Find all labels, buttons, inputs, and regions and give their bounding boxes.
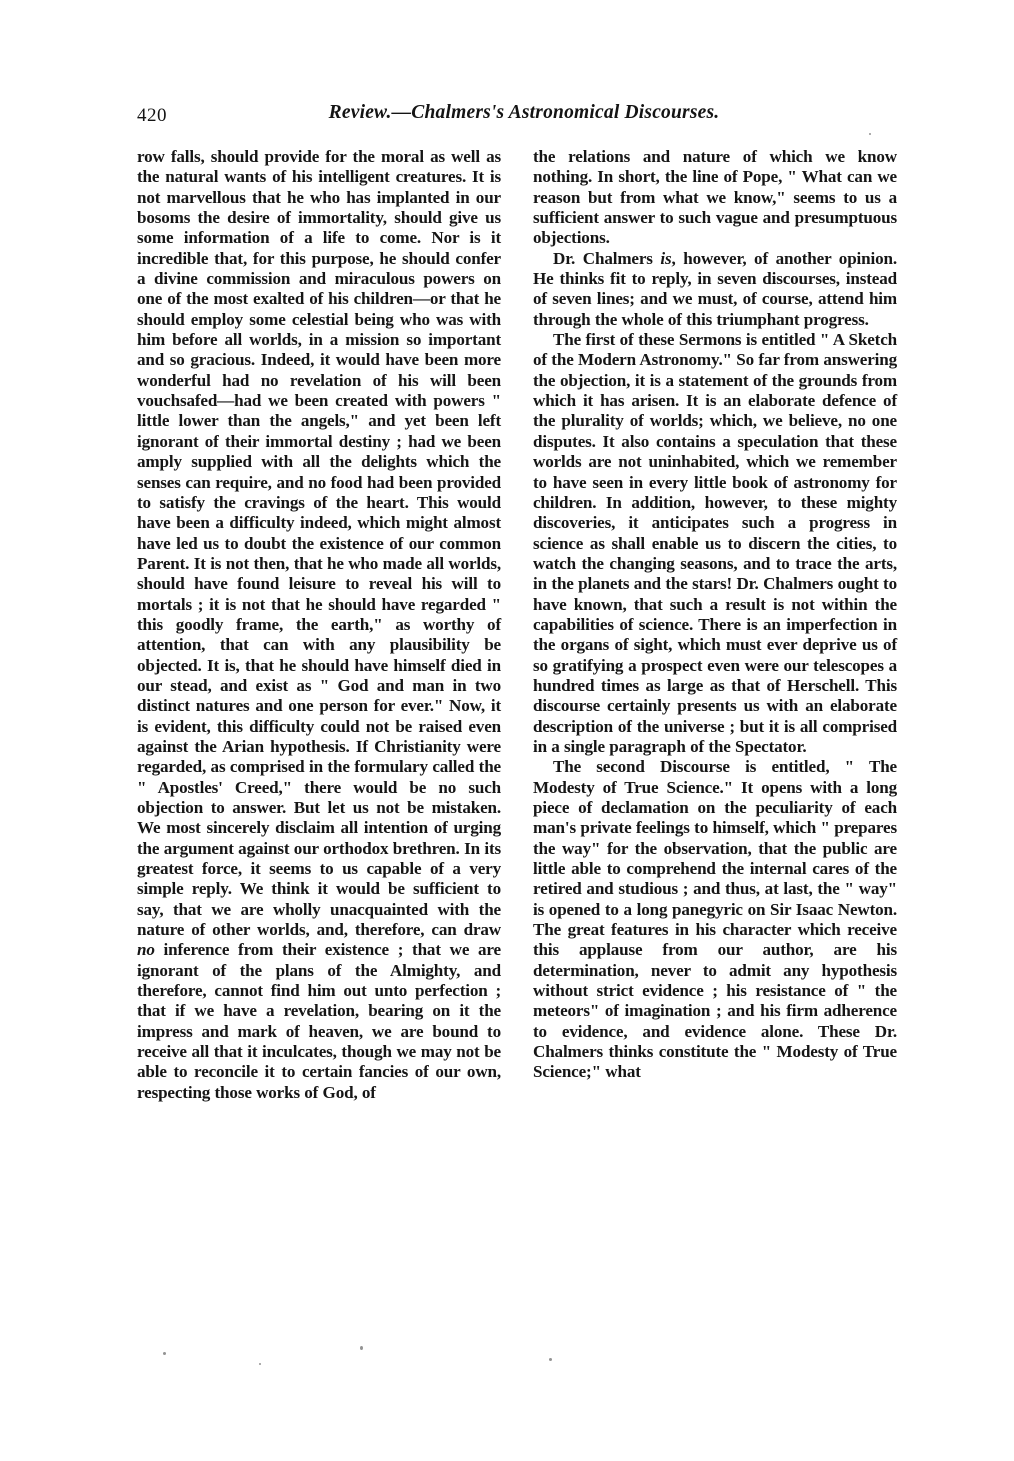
paragraph-right-2-tail: , however, of another opinion. He thinks fit to reply, in seven discourses, instead of seven lines; and we must, of course, attend him through the whole of this triumphant progress. — [533, 248, 897, 329]
scan-speck — [869, 133, 871, 135]
paragraph-left-1 — [137, 147, 501, 1103]
scan-speck — [549, 1358, 552, 1361]
column-right — [533, 147, 897, 1083]
scan-speck — [259, 1363, 261, 1365]
paragraph-left-1-tail — [155, 940, 164, 959]
paragraph-right-2-italic: is — [660, 248, 672, 268]
scan-speck — [163, 1352, 166, 1355]
paragraph-right-1: the relations and nature of which we know nothing. In short, the line of Pope, " What can we reason but from what we know," seems to us a sufficient answer to such vague and presumptuous objections. — [533, 147, 897, 248]
paragraph-right-2 — [533, 249, 897, 330]
paragraph-left-1-rest: inference from their existence ; that we are ignorant of the plans of the Almighty, and therefore, cannot find him out unto perfection ; that if we have a revelation, bearing on it the impress and mark of heaven, we are bound to receive all that it inculcates, though we may not be able to reconcile it to certain fancies of our own, respecting those works of God, of — [137, 940, 501, 1102]
page-number: 420 — [137, 105, 167, 126]
column-left — [137, 147, 501, 1103]
paragraph-left-1-head: row falls, should provide for the moral as well as the natural wants of his intelligent creatures. It is not marvellous that he who has implanted in our bosoms the desire of immortality, should give us some information of a life to come. Nor is it incredible that, for this purpose, he should confer a divine commission and miraculous powers on one of the most exalted of his children—or that he should employ some celestial being who was with him before all worlds, in a mission so important and so gracious. Indeed, it would have been more wonderful had no revelation of his will been vouchsafed—had we been created with powers " little lower than the angels," and yet been left ignorant of their immortal destiny ; had we been amply supplied with all the delights which the senses can require, and no food had been provided to satisfy the cravings of the heart. This would have been a difficulty indeed, which might almost have led us to doubt the existence of our common Parent. It is not then, that he who made all worlds, should have found leisure to reveal his will to mortals ; it is not that he should have regarded " this goodly frame, the earth," as worthy of attention, that can with any plausibility be objected. It is, that he should have himself died in our stead, and exist as " God and man in two distinct natures and one person for ever." Now, it is evident, this difficulty could not be raised even against the Arian hypothesis. If Christianity were regarded, as comprised in the formulary called the " Apostles' Creed," there would be no such objection to answer. But let us not be mistaken. We most sincerely disclaim all intention of urging the argument against our orthodox brethren. In its greatest force, it seems to us capable of a very simple reply. We think it would be sufficient to say, that we are wholly unacquainted with the nature of other worlds, and, therefore, can draw — [137, 147, 501, 940]
running-head — [137, 102, 889, 132]
running-head-title: Review.—Chalmers's Astronomical Discourses. — [328, 102, 720, 123]
paragraph-right-3: The first of these Sermons is entitled " A Sketch of the Modern Astronomy." So far from answering the objection, it is a statement of the grounds from which it has arisen. It is an elaborate defence of the plurality of worlds; which, we believe, no one disputes. It also contains a speculation that these worlds are not uninhabited, which we remember to have seen in every little book of astronomy for children. In addition, however, to these mighty discoveries, it anticipates such a progress in science as shall enable us to discern the cities, to watch the changing seasons, and to trace the arts, in the planets and the stars! Dr. Chalmers ought to have known, that such a result is not within the capabilities of science. There is an imperfection in the organs of sight, which must ever deprive us of so gratifying a prospect even were our telescopes a hundred times as large as that of Herschell. This discourse certainly presents us with an elaborate description of the universe ; but it is all comprised in a single paragraph of the Spectator. — [533, 330, 897, 756]
paragraph-right-4: The second Discourse is entitled, " The Modesty of True Science." It opens with a long piece of declamation on the peculiarity of each man's private feelings to himself, which " prepares the way" for the observation, that the public are little able to comprehend the internal cares of the retired and studious ; and thus, at last, the " way" is opened to a long panegyric on Sir Isaac Newton. The great features in his character which receive this applause from our author, are his determination, never to admit any hypothesis without strict evidence ; his resistance of " the meteors" of imagination ; and his firm adherence to evidence, and evidence alone. These Dr. Chalmers thinks constitute the " Modesty of True Science;" what — [533, 757, 897, 1082]
paragraph-right-2-head: Dr. Chalmers — [553, 248, 661, 268]
paragraph-left-1-italic: no — [137, 940, 155, 960]
scan-speck — [360, 1346, 363, 1350]
